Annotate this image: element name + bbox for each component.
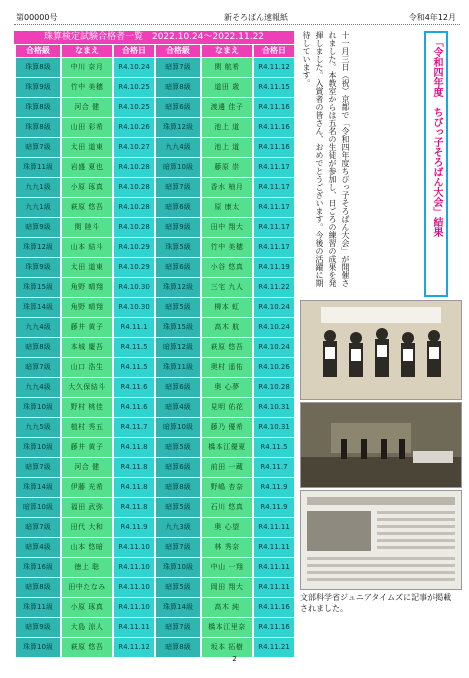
grade-cell: 暗算4級 [156, 398, 200, 417]
date-cell: R4.10.28 [114, 198, 154, 217]
venue-photo [300, 402, 462, 488]
name-cell: 関 陸斗 [62, 218, 112, 237]
date-cell: R4.11.16 [254, 118, 294, 137]
table-row [16, 378, 294, 397]
name-cell: 本城 慶吾 [62, 338, 112, 357]
date-cell: R4.11.10 [114, 538, 154, 557]
name-cell: 徳上 聡 [62, 558, 112, 577]
date-cell: R4.11.8 [114, 438, 154, 457]
name-cell: 萩原 悠吾 [202, 338, 252, 357]
grade-cell: 暗算7級 [16, 518, 60, 537]
table-row [16, 238, 294, 257]
name-cell: 高木 航 [202, 318, 252, 337]
name-cell: 石川 悠真 [202, 498, 252, 517]
grade-cell: 珠算14級 [156, 598, 200, 617]
header-name: なまえ [202, 45, 252, 57]
date-cell: R4.11.17 [254, 218, 294, 237]
name-cell: 橋本江里奈 [202, 618, 252, 637]
grade-cell: 珠算8級 [16, 98, 60, 117]
date-cell: R4.11.16 [254, 138, 294, 157]
date-cell: R4.11.7 [114, 418, 154, 437]
date-cell: R4.11.11 [254, 538, 294, 557]
name-cell: 植村 秀五 [62, 418, 112, 437]
name-cell: 高木 純 [202, 598, 252, 617]
name-cell: 中川 奈月 [62, 58, 112, 77]
date-cell: R4.11.11 [254, 518, 294, 537]
grade-cell: 暗算8級 [156, 638, 200, 657]
date-cell: R4.11.8 [114, 498, 154, 517]
date-cell: R4.11.7 [254, 458, 294, 477]
name-cell: 岩盛 夏也 [62, 158, 112, 177]
date-cell: R4.11.5 [254, 438, 294, 457]
grade-cell: 九九4級 [16, 318, 60, 337]
table-row [16, 458, 294, 477]
grade-cell: 珠算10級 [16, 398, 60, 417]
date-cell: R4.11.12 [254, 58, 294, 77]
date-cell: R4.11.5 [114, 358, 154, 377]
name-cell: 柳本 虹 [202, 298, 252, 317]
award-photo [300, 300, 462, 400]
grade-cell: 珠算8級 [16, 58, 60, 77]
table-row [16, 498, 294, 517]
date-cell: R4.11.9 [254, 478, 294, 497]
table-row [16, 158, 294, 177]
date-cell: R4.10.28 [254, 378, 294, 397]
date-cell: R4.11.16 [254, 598, 294, 617]
grade-cell: 珠算9級 [16, 78, 60, 97]
header-grade: 合格級 [156, 45, 200, 57]
date-cell: R4.11.17 [254, 198, 294, 217]
date-cell: R4.10.24 [254, 338, 294, 357]
name-cell: 見明 佑花 [202, 398, 252, 417]
grade-cell: 暗算7級 [156, 58, 200, 77]
table-row [16, 438, 294, 457]
header-date: 合格日 [254, 45, 294, 57]
date-cell: R4.11.11 [254, 578, 294, 597]
date-cell: R4.11.10 [114, 558, 154, 577]
grade-cell: 暗算7級 [156, 538, 200, 557]
grade-cell: 暗算4級 [16, 538, 60, 557]
name-cell: 竹中 美穂 [62, 78, 112, 97]
date-cell: R4.10.26 [254, 358, 294, 377]
date-cell: R4.11.6 [114, 398, 154, 417]
name-cell: 原 康太 [202, 198, 252, 217]
results-table [14, 44, 296, 658]
date-cell: R4.10.28 [114, 178, 154, 197]
table-row [16, 398, 294, 417]
grade-cell: 暗算9級 [16, 618, 60, 637]
name-cell: 藤井 黄子 [62, 318, 112, 337]
name-cell: 山口 浩生 [62, 358, 112, 377]
grade-cell: 珠算14級 [16, 478, 60, 497]
venue-photo-image [301, 403, 461, 487]
table-row [16, 518, 294, 537]
name-cell: 藤原 崇 [202, 158, 252, 177]
grade-cell: 暗算8級 [16, 578, 60, 597]
date-cell: R4.10.27 [114, 138, 154, 157]
date-cell: R4.11.16 [254, 618, 294, 637]
grade-cell: 暗算10級 [156, 158, 200, 177]
name-cell: 関 航希 [202, 58, 252, 77]
results-table-section [14, 31, 294, 658]
grade-cell: 珠算11級 [16, 598, 60, 617]
header-date: 合格日 [114, 45, 154, 57]
name-cell: 角野 晴翔 [62, 278, 112, 297]
name-cell: 奥 心夢 [202, 378, 252, 397]
table-row [16, 338, 294, 357]
name-cell: 野村 桃佳 [62, 398, 112, 417]
name-cell: 大島 涼人 [62, 618, 112, 637]
name-cell: 奥 心望 [202, 518, 252, 537]
date-cell: R4.10.31 [254, 418, 294, 437]
name-cell: 野嶋 杏奈 [202, 478, 252, 497]
article-title-box [424, 31, 448, 297]
issue-date: 令和4年12月 [408, 13, 456, 22]
name-cell: 坂本 拓樹 [202, 638, 252, 657]
date-cell: R4.10.25 [114, 98, 154, 117]
name-cell: 伊藤 光希 [62, 478, 112, 497]
date-cell: R4.11.17 [254, 238, 294, 257]
grade-cell: 暗算7級 [16, 358, 60, 377]
grade-cell: 暗算6級 [156, 458, 200, 477]
table-title: 珠算検定試験合格者一覧 2022.10.24〜2022.11.22 [14, 31, 294, 44]
header-name: なまえ [62, 45, 112, 57]
date-cell: R4.10.28 [114, 158, 154, 177]
grade-cell: 九九1級 [16, 198, 60, 217]
name-cell: 河合 健 [62, 98, 112, 117]
name-cell: 萩原 悠吾 [62, 638, 112, 657]
date-cell: R4.11.11 [114, 618, 154, 637]
date-cell: R4.11.9 [114, 518, 154, 537]
date-cell: R4.11.22 [254, 278, 294, 297]
date-cell: R4.11.12 [114, 638, 154, 657]
name-cell: 大久保結斗 [62, 378, 112, 397]
grade-cell: 珠算10級 [16, 438, 60, 457]
date-cell: R4.11.10 [114, 578, 154, 597]
grade-cell: 暗算6級 [156, 378, 200, 397]
table-row [16, 538, 294, 557]
grade-cell: 珠算12級 [16, 238, 60, 257]
name-cell: 池上 道 [202, 118, 252, 137]
grade-cell: 珠算12級 [156, 118, 200, 137]
table-row [16, 298, 294, 317]
date-cell: R4.11.21 [254, 638, 294, 657]
name-cell: 竹中 美穂 [202, 238, 252, 257]
award-photo-image [301, 301, 461, 399]
grade-cell: 暗算5級 [156, 498, 200, 517]
date-cell: R4.10.30 [114, 278, 154, 297]
table-row [16, 578, 294, 597]
name-cell: 三宅 九人 [202, 278, 252, 297]
table-row [16, 618, 294, 637]
grade-cell: 暗算9級 [156, 218, 200, 237]
table-row [16, 118, 294, 137]
table-row [16, 138, 294, 157]
page-number: 2 [232, 655, 237, 663]
date-cell: R4.10.24 [254, 318, 294, 337]
newsletter-title: 新そろばん速報紙 [224, 13, 288, 22]
date-cell: R4.10.24 [254, 298, 294, 317]
grade-cell: 珠算9級 [16, 258, 60, 277]
caption: 文部科学省ジュニアタイムズに記事が掲載されました。 [300, 593, 452, 613]
grade-cell: 珠算10級 [16, 638, 60, 657]
table-header-row [16, 45, 294, 57]
name-cell: 小原 琢真 [62, 598, 112, 617]
header-grade: 合格級 [16, 45, 60, 57]
name-cell: 池上 道 [202, 138, 252, 157]
table-row [16, 98, 294, 117]
name-cell: 田中たなみ [62, 578, 112, 597]
grade-cell: 九九4級 [16, 378, 60, 397]
name-cell: 道田 歳 [202, 78, 252, 97]
date-cell: R4.10.29 [114, 238, 154, 257]
name-cell: 奥村 遥佑 [202, 358, 252, 377]
date-cell: R4.11.8 [114, 478, 154, 497]
grade-cell: 珠算11級 [16, 158, 60, 177]
table-row [16, 478, 294, 497]
grade-cell: 暗算12級 [156, 338, 200, 357]
grade-cell: 暗算6級 [156, 258, 200, 277]
grade-cell: 暗算8級 [156, 78, 200, 97]
name-cell: 萩原 悠吾 [62, 198, 112, 217]
table-row [16, 558, 294, 577]
date-cell: R4.11.11 [254, 558, 294, 577]
newspaper-image [301, 491, 461, 589]
table-row [16, 198, 294, 217]
name-cell: 小谷 悠真 [202, 258, 252, 277]
date-cell: R4.11.19 [254, 258, 294, 277]
table-row [16, 258, 294, 277]
page-header [14, 12, 460, 25]
date-cell: R4.11.10 [114, 598, 154, 617]
article-body [300, 31, 420, 291]
date-cell: R4.10.29 [114, 258, 154, 277]
grade-cell: 九九4級 [156, 138, 200, 157]
table-row [16, 278, 294, 297]
grade-cell: 暗算10級 [16, 498, 60, 517]
grade-cell: 珠算8級 [16, 118, 60, 137]
table-row [16, 418, 294, 437]
grade-cell: 暗算5級 [156, 298, 200, 317]
grade-cell: 暗算6級 [156, 198, 200, 217]
grade-cell: 珠算10級 [156, 558, 200, 577]
table-row [16, 58, 294, 77]
grade-cell: 暗算10級 [156, 418, 200, 437]
date-cell: R4.10.30 [114, 298, 154, 317]
date-cell: R4.10.24 [114, 58, 154, 77]
date-cell: R4.11.8 [114, 458, 154, 477]
name-cell: 河合 健 [62, 458, 112, 477]
date-cell: R4.11.17 [254, 158, 294, 177]
name-cell: 田代 大和 [62, 518, 112, 537]
name-cell: 山本 悠暗 [62, 538, 112, 557]
date-cell: R4.11.17 [254, 178, 294, 197]
grade-cell: 暗算8級 [16, 338, 60, 357]
grade-cell: 暗算7級 [156, 618, 200, 637]
name-cell: 山本 結斗 [62, 238, 112, 257]
date-cell: R4.10.31 [254, 398, 294, 417]
date-cell: R4.11.9 [254, 498, 294, 517]
name-cell: 小原 琢真 [62, 178, 112, 197]
issue-number: 第00000号 [16, 13, 58, 22]
name-cell: 藤乃 優希 [202, 418, 252, 437]
table-row [16, 218, 294, 237]
name-cell: 角野 晴翔 [62, 298, 112, 317]
grade-cell: 暗算5級 [156, 438, 200, 457]
table-row [16, 598, 294, 617]
grade-cell: 暗算5級 [156, 578, 200, 597]
table-row [16, 178, 294, 197]
grade-cell: 暗算7級 [16, 138, 60, 157]
newspaper-clipping [300, 490, 462, 590]
grade-cell: 暗算9級 [16, 218, 60, 237]
article-title: 「令和四年度 ちびっ子そろばん大会」結果 [431, 37, 442, 237]
name-cell: 福田 武弥 [62, 498, 112, 517]
name-cell: 田中 翔大 [202, 218, 252, 237]
grade-cell: 九九3級 [156, 518, 200, 537]
grade-cell: 九九5級 [16, 418, 60, 437]
name-cell: 香水 柚月 [202, 178, 252, 197]
article-text: 十一月三日（祝）京都で「令和四年度ちびっ子そろばん大会」が開催されました。本教室からは五名の生徒が参加し、日ごろの練習の成果を発揮しました。入賞者の皆さん、おめでとうございます。今後の活躍に期待しています。 [302, 31, 350, 287]
date-cell: R4.10.25 [114, 78, 154, 97]
grade-cell: 珠算15級 [16, 278, 60, 297]
date-cell: R4.11.15 [254, 78, 294, 97]
grade-cell: 暗算7級 [16, 458, 60, 477]
date-cell: R4.11.5 [114, 338, 154, 357]
grade-cell: 暗算7級 [156, 178, 200, 197]
grade-cell: 九九1級 [16, 178, 60, 197]
grade-cell: 暗算6級 [156, 98, 200, 117]
grade-cell: 珠算5級 [156, 238, 200, 257]
table-row [16, 358, 294, 377]
date-cell: R4.10.26 [114, 118, 154, 137]
name-cell: 太田 道東 [62, 138, 112, 157]
grade-cell: 珠算12級 [156, 278, 200, 297]
name-cell: 岡田 翔大 [202, 578, 252, 597]
date-cell: R4.11.6 [114, 378, 154, 397]
name-cell: 渡邊 佳子 [202, 98, 252, 117]
grade-cell: 珠算16級 [16, 558, 60, 577]
table-row [16, 318, 294, 337]
name-cell: 中山 一翔 [202, 558, 252, 577]
date-cell: R4.11.16 [254, 98, 294, 117]
name-cell: 山田 彩希 [62, 118, 112, 137]
name-cell: 太田 道東 [62, 258, 112, 277]
grade-cell: 珠算15級 [156, 318, 200, 337]
grade-cell: 珠算14級 [16, 298, 60, 317]
name-cell: 藤井 黄子 [62, 438, 112, 457]
grade-cell: 暗算8級 [156, 478, 200, 497]
name-cell: 前田 一蔵 [202, 458, 252, 477]
name-cell: 林 秀奈 [202, 538, 252, 557]
date-cell: R4.10.28 [114, 218, 154, 237]
date-cell: R4.11.1 [114, 318, 154, 337]
name-cell: 橋本江優夏 [202, 438, 252, 457]
table-row [16, 78, 294, 97]
grade-cell: 珠算11級 [156, 358, 200, 377]
